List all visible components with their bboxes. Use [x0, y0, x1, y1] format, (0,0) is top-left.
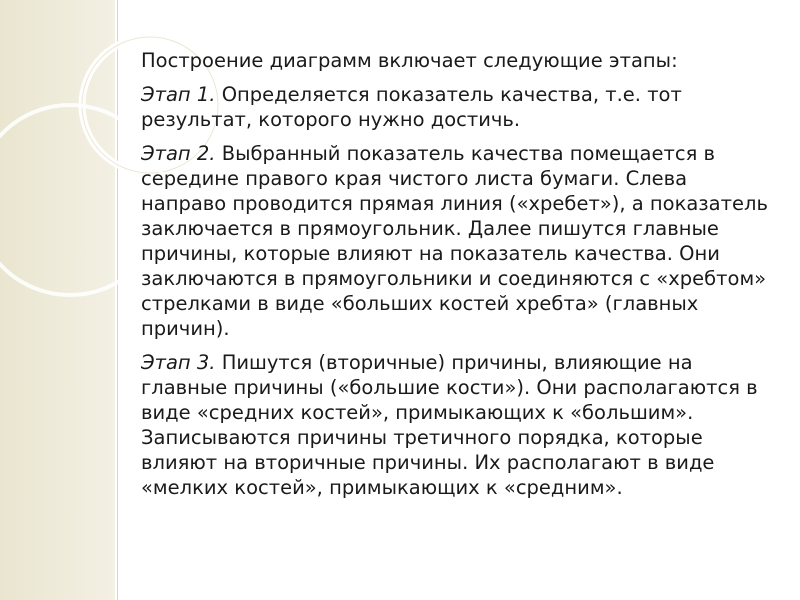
step-2-text: Выбранный показатель качества помещается в середине правого края чистого листа бумаги. Слева направо проводится прямая линия («хребет»), а показатель заключается в прямоугольник. Далее пишутся главные причины, которые влияют на показатель качества. Они заключаются в прямоугольники и соединяются с «хребтом» стрелками в виде «больших костей хребта» (главных причин). — [141, 142, 768, 340]
step-1-paragraph — [141, 82, 771, 132]
step-2-paragraph — [141, 141, 771, 341]
step-2-label: Этап 2. — [141, 142, 216, 165]
step-1-label: Этап 1. — [141, 83, 216, 106]
step-1-text: Определяется показатель качества, т.е. тот результат, которого нужно достичь. — [141, 83, 682, 131]
step-3-label: Этап 3. — [141, 351, 216, 374]
slide-body — [141, 48, 771, 509]
intro-paragraph: Построение диаграмм включает следующие этапы: — [141, 49, 678, 72]
step-3-paragraph — [141, 350, 771, 500]
step-3-text: Пишутся (вторичные) причины, влияющие на главные причины («большие кости»). Они располагаются в виде «средних костей», примыкающих к «большим». Записываются причины третичного порядка, которые влияют на вторичные причины. Их располагают в виде «мелких костей», примыкающих к «средним». — [141, 351, 758, 499]
